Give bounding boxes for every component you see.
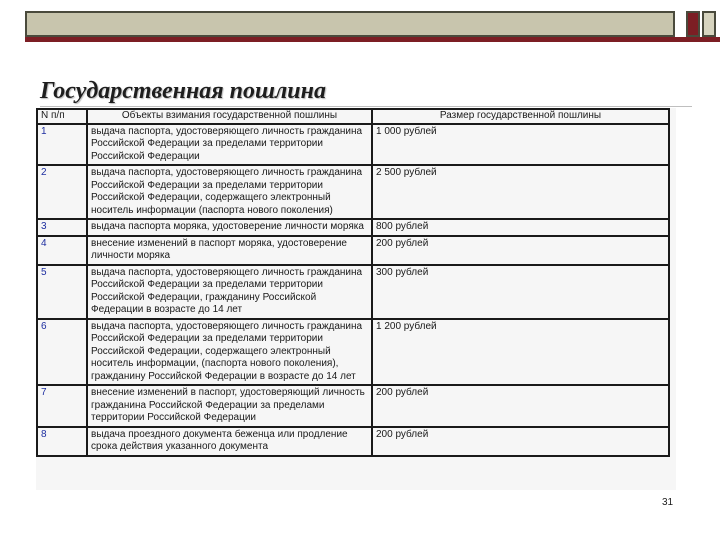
table-row	[37, 124, 669, 166]
table-row	[37, 165, 669, 219]
row-number: 4	[37, 236, 87, 265]
header-decor-square-red	[686, 11, 700, 37]
row-fee: 1 000 рублей	[372, 124, 669, 166]
table-row	[37, 385, 669, 427]
row-number: 8	[37, 427, 87, 456]
title-divider	[40, 106, 692, 107]
row-number: 1	[37, 124, 87, 166]
row-number: 6	[37, 319, 87, 386]
row-fee: 200 рублей	[372, 236, 669, 265]
row-object: выдача паспорта, удостоверяющего личность гражданина Российской Федерации за пределами территории Российской Федерации, гражданину Российской Федерации в возрасте до 14 лет	[87, 265, 372, 319]
table-row	[37, 236, 669, 265]
row-object: внесение изменений в паспорт, удостоверяющий личность гражданина Российской Федерации за пределами территории Российской Федерации	[87, 385, 372, 427]
header-decor-square-tan	[702, 11, 716, 37]
table-row	[37, 319, 669, 386]
column-header-number: N п/п	[37, 109, 87, 124]
page-number: 31	[662, 497, 674, 508]
row-fee: 800 рублей	[372, 219, 669, 236]
row-number: 3	[37, 219, 87, 236]
row-object: выдача паспорта, удостоверяющего личность гражданина Российской Федерации за пределами территории Российской Федерации, содержащего электронный носитель информации, (паспорта нового поколения), гражданину Российской Федерации в возрасте до 14 лет	[87, 319, 372, 386]
table-row	[37, 265, 669, 319]
column-header-object: Объекты взимания государственной пошлины	[87, 109, 372, 124]
row-object: выдача паспорта моряка, удостоверение личности моряка	[87, 219, 372, 236]
row-fee: 1 200 рублей	[372, 319, 669, 386]
row-number: 2	[37, 165, 87, 219]
row-object: внесение изменений в паспорт моряка, удостоверение личности моряка	[87, 236, 372, 265]
column-header-fee: Размер государственной пошлины	[372, 109, 669, 124]
row-fee: 200 рублей	[372, 385, 669, 427]
table-row	[37, 427, 669, 456]
row-object: выдача паспорта, удостоверяющего личность гражданина Российской Федерации за пределами территории Российской Федерации	[87, 124, 372, 166]
header-decor-rule	[25, 37, 720, 42]
row-fee: 200 рублей	[372, 427, 669, 456]
row-object: выдача паспорта, удостоверяющего личность гражданина Российской Федерации за пределами территории Российской Федерации, содержащего электронный носитель информации (паспорта нового поколения)	[87, 165, 372, 219]
slide-title: Государственная пошлина	[40, 78, 326, 104]
row-fee: 300 рублей	[372, 265, 669, 319]
row-number: 5	[37, 265, 87, 319]
table-row	[37, 219, 669, 236]
fee-table	[36, 108, 670, 457]
row-fee: 2 500 рублей	[372, 165, 669, 219]
row-object: выдача проездного документа беженца или продление срока действия указанного документа	[87, 427, 372, 456]
table-header-row	[37, 109, 669, 124]
header-decor-bar	[25, 11, 675, 37]
row-number: 7	[37, 385, 87, 427]
